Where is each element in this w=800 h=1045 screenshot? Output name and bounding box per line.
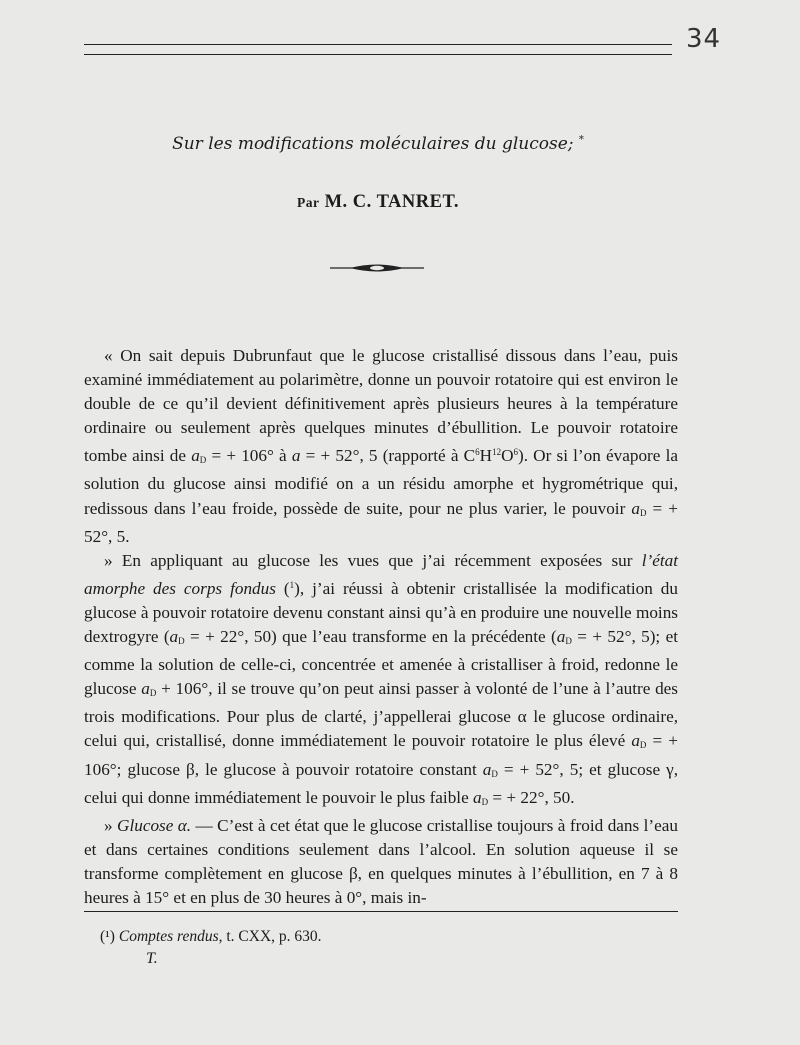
footnote-rule	[84, 911, 678, 912]
footnote-reference: , t. CXX, p. 630.	[218, 928, 322, 945]
paragraph-1: « On sait depuis Dubrunfaut que le glucose cristallisé dissous dans l’eau, puis examiné immédiatement au polarimètre, donne un pouvoir rotatoire qui est environ le double de ce qu’il devient définitivement après plusieurs heures à la température ordinaire ou seulement après quelques minutes d’ébullition. Le pouvoir rotatoire tombe ainsi de $a_D$ = + 106° à a = + 52°, 5 (rapporté à $C^6H^{12}O^6$). Or si l’on évapore la solution du glucose ainsi modifié on a un résidu amorphe et hygrométrique qui, redissous dans l’eau froide, possède de suite, pour ne plus varier, le pouvoir $a_D$ = + 52°, 5.	[84, 346, 678, 546]
paragraph-3: » Glucose α. — C’est à cet état que le glucose cristallise toujours à froid dans l’eau et dans certaines conditions seulement dans l’alcool. En solution aqueuse il se transforme complètement en glucose β, en quelques minutes à l’ébullition, en 7 à 8 heures à 15° et en plus de 30 heures à 0°, mais in-	[84, 815, 678, 907]
footnote	[100, 928, 322, 946]
article-title-text: Sur les modifications moléculaires du glucose;	[172, 134, 574, 154]
ornament-divider-icon	[330, 262, 424, 274]
footnote-number: (¹)	[100, 928, 115, 945]
page-number: 34	[686, 24, 722, 54]
footnote-journal: Comptes rendus	[118, 928, 219, 945]
author-prefix: Par	[296, 195, 320, 210]
title-footnote-mark: *	[578, 134, 584, 146]
article-author	[84, 192, 672, 213]
article-title	[84, 134, 672, 154]
header-double-rule	[84, 44, 672, 55]
paragraph-2: » En appliquant au glucose les vues que j’ai récemment exposées sur l’état amorphe des corps fondus ($^1$), j’ai réussi à obtenir cristallisée la modification du glucose à pouvoir rotatoire devenu constant ainsi qu’à en produire une nouvelle moins dextrogyre ($a_D$ = + 22°, 50) que l’eau transforme en la précédente ($a_D$ = + 52°, 5); et comme la solution de celle-ci, concentrée et amenée à cristalliser à froid, redonne le glucose $a_D + 106^\circ$, il se trouve qu’on peut ainsi passer à volonté de l’une à l’autre des trois modifications. Pour plus de clarté, j’appellerai glucose α le glucose ordinaire, celui qui, cristallisé, donne immédiatement le pouvoir rotatoire le plus élevé $a_D$ = + 106°; glucose β, le glucose à pouvoir rotatoire constant $a_D$ = + 52°, 5; et glucose γ, celui qui donne immédiatement le pouvoir le plus faible $a_D$ = + 22°, 50.	[84, 550, 679, 807]
article-body	[84, 344, 678, 910]
author-name: M. C. TANRET.	[324, 192, 460, 212]
signature-initial: T.	[146, 950, 158, 967]
